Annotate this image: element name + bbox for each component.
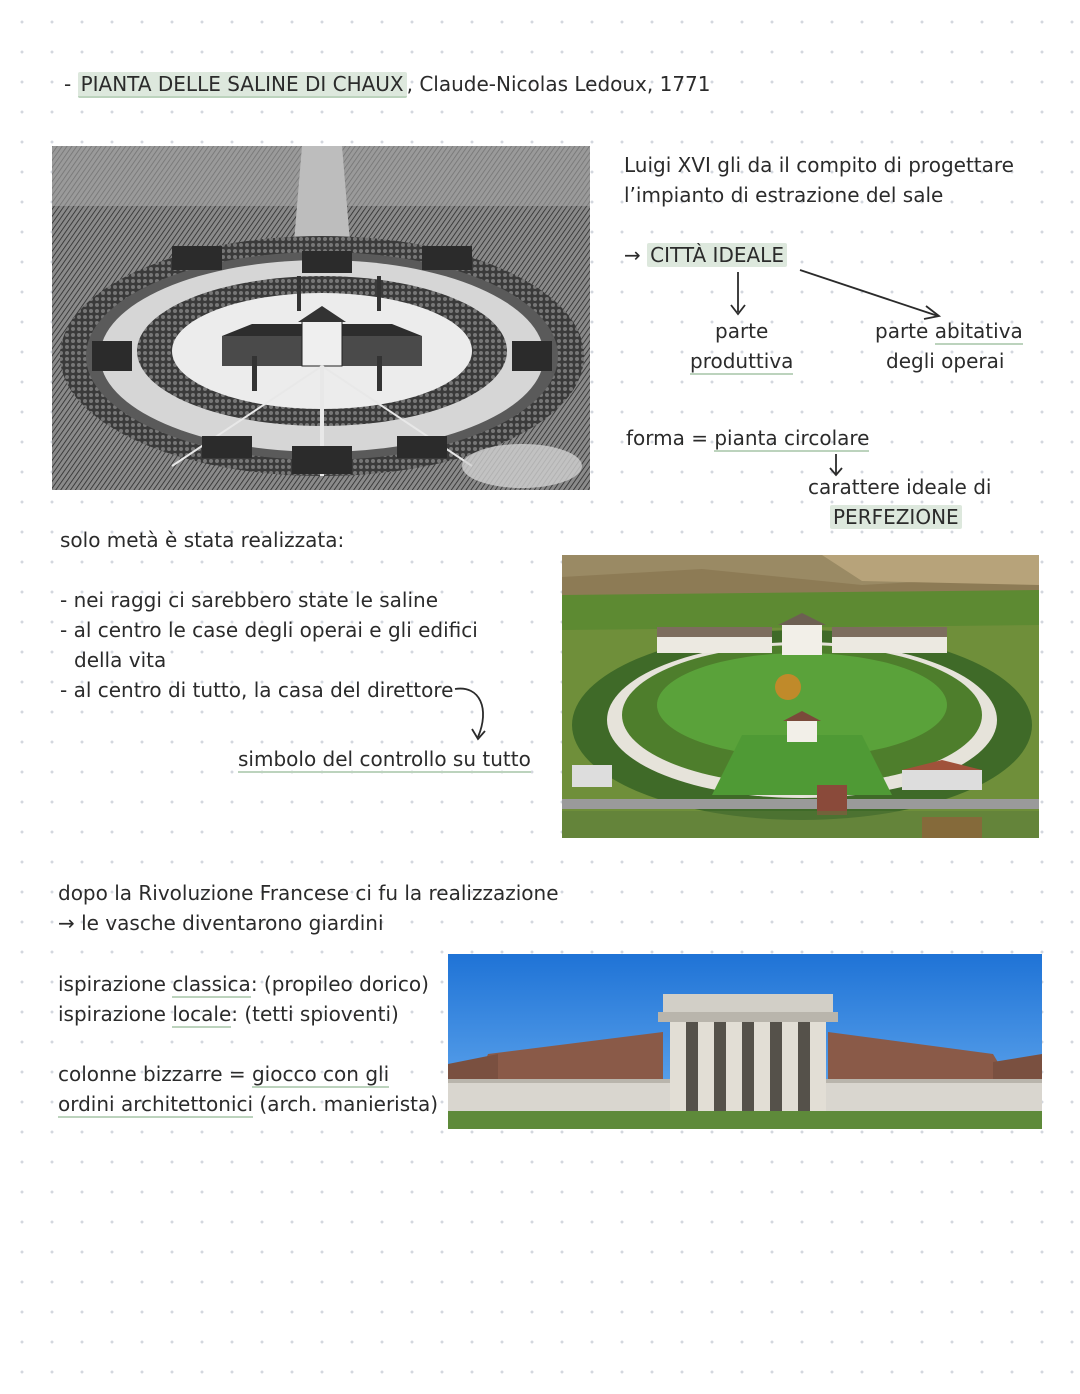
curved-arrow-icon (452, 683, 496, 745)
revolution-line-1: dopo la Rivoluzione Francese ci fu la realizzazione (58, 881, 559, 905)
inspiration-classic (58, 969, 429, 999)
intro-line-1: Luigi XVI gli da il compito di progettare (624, 153, 1014, 177)
form-result-line-2 (830, 502, 962, 532)
columns-ordini: ordini architettonici (58, 1092, 254, 1116)
form-result-line-1: carattere ideale di (808, 475, 992, 499)
local-pre: ispirazione (58, 1002, 173, 1026)
title-author: , Claude-Nicolas Ledoux, 1771 (406, 72, 711, 96)
branch-left-produttiva: produttiva (690, 349, 794, 373)
propylaeum-photo (448, 954, 1042, 1129)
classic-word: classica (172, 972, 251, 996)
aerial-photo (562, 555, 1039, 838)
columns-pre: colonne bizzarre = (58, 1062, 252, 1086)
classic-post: : (propileo dorico) (250, 972, 429, 996)
columns-post: (arch. manierista) (253, 1092, 439, 1116)
branch-right-abitativa: abitativa (934, 319, 1023, 343)
realization-item-2-cont: della vita (74, 648, 167, 672)
intro-line-2: l’impianto di estrazione del sale (624, 183, 944, 207)
form-pre: forma = (626, 426, 715, 450)
concept-label: CITTÀ IDEALE (647, 243, 787, 267)
engraving-image (52, 146, 590, 490)
columns-gioco: giocco con gli (251, 1062, 390, 1086)
inspiration-local (58, 999, 399, 1029)
page-title (64, 69, 711, 99)
branch-right-line-1 (875, 316, 1023, 346)
realization-heading: solo metà è stata realizzata: (60, 528, 345, 552)
branch-left-line-1: parte (715, 319, 769, 343)
concept-arrows (720, 268, 960, 322)
symbol-text: simbolo del controllo su tutto (238, 747, 531, 771)
branch-right-line-2: degli operai (886, 349, 1005, 373)
form-value: pianta circolare (714, 426, 870, 450)
columns-line-2 (58, 1089, 438, 1119)
form-line (626, 423, 869, 453)
title-dash: - (64, 72, 78, 96)
realization-item-3: - al centro di tutto, la casa del direttore (60, 678, 454, 702)
branch-right-pre: parte (875, 319, 935, 343)
branch-left-line-2 (690, 346, 793, 376)
symbol-line (238, 744, 531, 774)
local-post: : (tetti spioventi) (231, 1002, 399, 1026)
local-word: locale (172, 1002, 232, 1026)
revolution-line-2: → le vasche diventarono giardini (58, 911, 384, 935)
classic-pre: ispirazione (58, 972, 173, 996)
perfezione-label: PERFEZIONE (830, 505, 962, 529)
concept-heading (624, 240, 787, 270)
realization-item-2: - al centro le case degli operai e gli edifici (60, 618, 478, 642)
columns-line-1 (58, 1059, 389, 1089)
arrow-icon: → (624, 243, 641, 267)
title-highlight: PIANTA DELLE SALINE DI CHAUX (78, 72, 407, 98)
realization-item-1: - nei raggi ci sarebbero state le saline (60, 588, 439, 612)
